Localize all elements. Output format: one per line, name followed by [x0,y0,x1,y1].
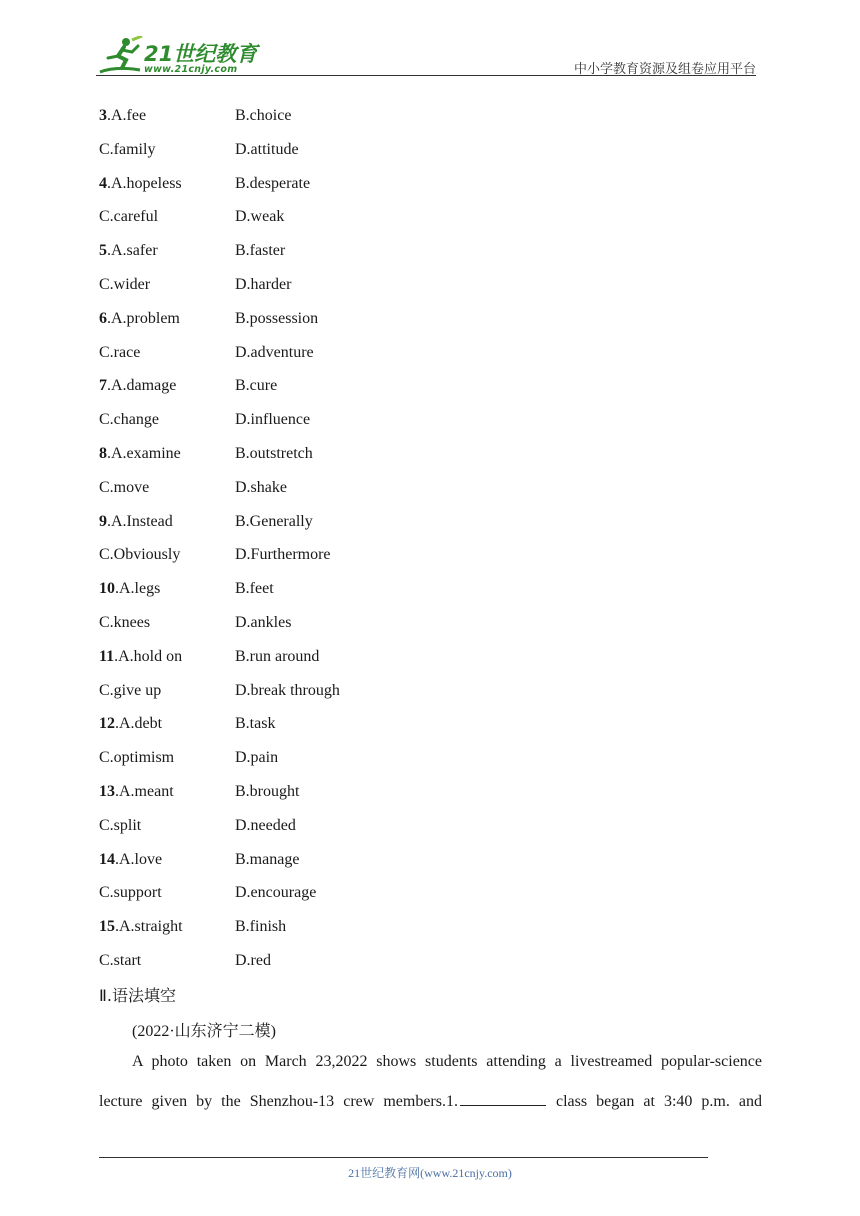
question-row [99,915,659,949]
question-number: 9 [99,512,107,530]
question-number: 11 [99,647,115,665]
question-row [99,712,659,746]
runner-logo-icon [96,36,144,78]
option-b[interactable]: B.run around [235,647,320,665]
option-a[interactable]: 7.A.damage [99,377,177,395]
question-row [99,577,659,611]
option-a[interactable]: 11.A.hold on [99,647,183,665]
logo-text: 21世纪教育 [144,42,258,66]
option-b[interactable]: B.possession [235,309,319,327]
footer-divider [99,1157,708,1158]
question-row [99,374,659,408]
option-c[interactable]: C.careful [99,208,159,226]
passage-source: (2022·山东济宁二模) [132,1023,276,1040]
question-number: 12 [99,715,115,733]
passage [99,1050,762,1130]
question-number: 10 [99,580,115,598]
option-b[interactable]: B.Generally [235,512,313,530]
option-c[interactable]: C.move [99,478,150,496]
option-a[interactable]: 8.A.examine [99,444,181,462]
question-number: 15 [99,918,115,936]
option-a[interactable]: 9.A.Instead [99,512,173,530]
passage-text: lecture given by the Shenzhou-13 crew members.1. [99,1093,458,1110]
option-b[interactable]: B.finish [235,918,287,936]
option-a[interactable]: 14.A.love [99,850,163,868]
question-row [99,679,659,713]
question-row [99,104,659,138]
question-number: 8 [99,444,107,462]
option-b[interactable]: B.brought [235,782,300,800]
option-a[interactable]: 4.A.hopeless [99,174,182,192]
option-c[interactable]: C.give up [99,681,162,699]
option-b[interactable]: B.task [235,715,276,733]
question-row [99,543,659,577]
option-c[interactable]: C.knees [99,613,151,631]
question-row [99,746,659,780]
option-b[interactable]: B.outstretch [235,444,313,462]
option-a[interactable]: 3.A.fee [99,107,147,124]
question-row [99,273,659,307]
logo [96,36,266,78]
question-row [99,138,659,172]
footer-text: 21世纪教育网(www.21cnjy.com) [348,1166,512,1180]
option-d[interactable]: D.adventure [235,343,314,361]
option-d[interactable]: D.break through [235,681,340,699]
option-d[interactable]: D.needed [235,816,296,834]
option-a[interactable]: 12.A.debt [99,715,163,733]
option-c[interactable]: C.Obviously [99,546,181,564]
option-b[interactable]: B.faster [235,242,286,260]
question-row [99,645,659,679]
header-divider [96,75,756,76]
question-row [99,341,659,375]
option-d[interactable]: D.influence [235,411,311,429]
option-d[interactable]: D.pain [235,749,279,767]
option-b[interactable]: B.choice [235,107,292,124]
question-number: 14 [99,850,115,868]
option-b[interactable]: B.manage [235,850,300,868]
page-header [96,30,756,78]
answer-blank[interactable] [460,1091,546,1106]
option-d[interactable]: D.shake [235,478,287,496]
option-b[interactable]: B.desperate [235,174,311,192]
option-a[interactable]: 5.A.safer [99,242,158,260]
question-row [99,510,659,544]
option-a[interactable]: 10.A.legs [99,580,161,598]
section-title: Ⅱ.语法填空 [99,986,176,1005]
question-row [99,848,659,882]
question-row [99,172,659,206]
question-row [99,239,659,273]
logo-url: www.21cnjy.com [144,64,238,75]
option-d[interactable]: D.red [235,951,271,969]
question-number: 3 [99,107,107,124]
question-number: 5 [99,242,107,260]
question-number: 13 [99,782,115,800]
passage-text: class began at 3:40 p.m. and [556,1093,763,1110]
question-row [99,881,659,915]
question-number: 7 [99,377,107,395]
passage-line [99,1090,762,1130]
question-row [99,476,659,510]
option-d[interactable]: D.Furthermore [235,546,331,564]
option-c[interactable]: C.split [99,816,142,834]
question-row [99,814,659,848]
option-a[interactable]: 15.A.straight [99,918,183,936]
option-d[interactable]: D.ankles [235,613,292,631]
option-c[interactable]: C.family [99,140,156,158]
option-d[interactable]: D.attitude [235,140,299,158]
question-row [99,408,659,442]
question-row [99,205,659,239]
option-c[interactable]: C.start [99,951,142,969]
question-row [99,611,659,645]
question-number: 4 [99,174,107,192]
platform-label: 中小学教育资源及组卷应用平台 [573,62,756,77]
options-list [99,104,659,983]
question-row [99,949,659,983]
passage-line: A photo taken on March 23,2022 shows students attending a livestreamed popular-science [132,1053,762,1070]
option-c[interactable]: C.wider [99,275,151,293]
option-c[interactable]: C.race [99,343,141,361]
option-a[interactable]: 6.A.problem [99,309,180,327]
option-b[interactable]: B.cure [235,377,278,395]
question-row [99,442,659,476]
question-row [99,780,659,814]
option-a[interactable]: 13.A.meant [99,782,174,800]
option-c[interactable]: C.optimism [99,749,175,767]
option-d[interactable]: D.weak [235,208,285,226]
option-c[interactable]: C.change [99,411,159,429]
option-b[interactable]: B.feet [235,580,274,598]
question-number: 6 [99,309,107,327]
question-row [99,307,659,341]
option-c[interactable]: C.support [99,884,162,902]
option-d[interactable]: D.harder [235,275,292,293]
option-d[interactable]: D.encourage [235,884,317,902]
